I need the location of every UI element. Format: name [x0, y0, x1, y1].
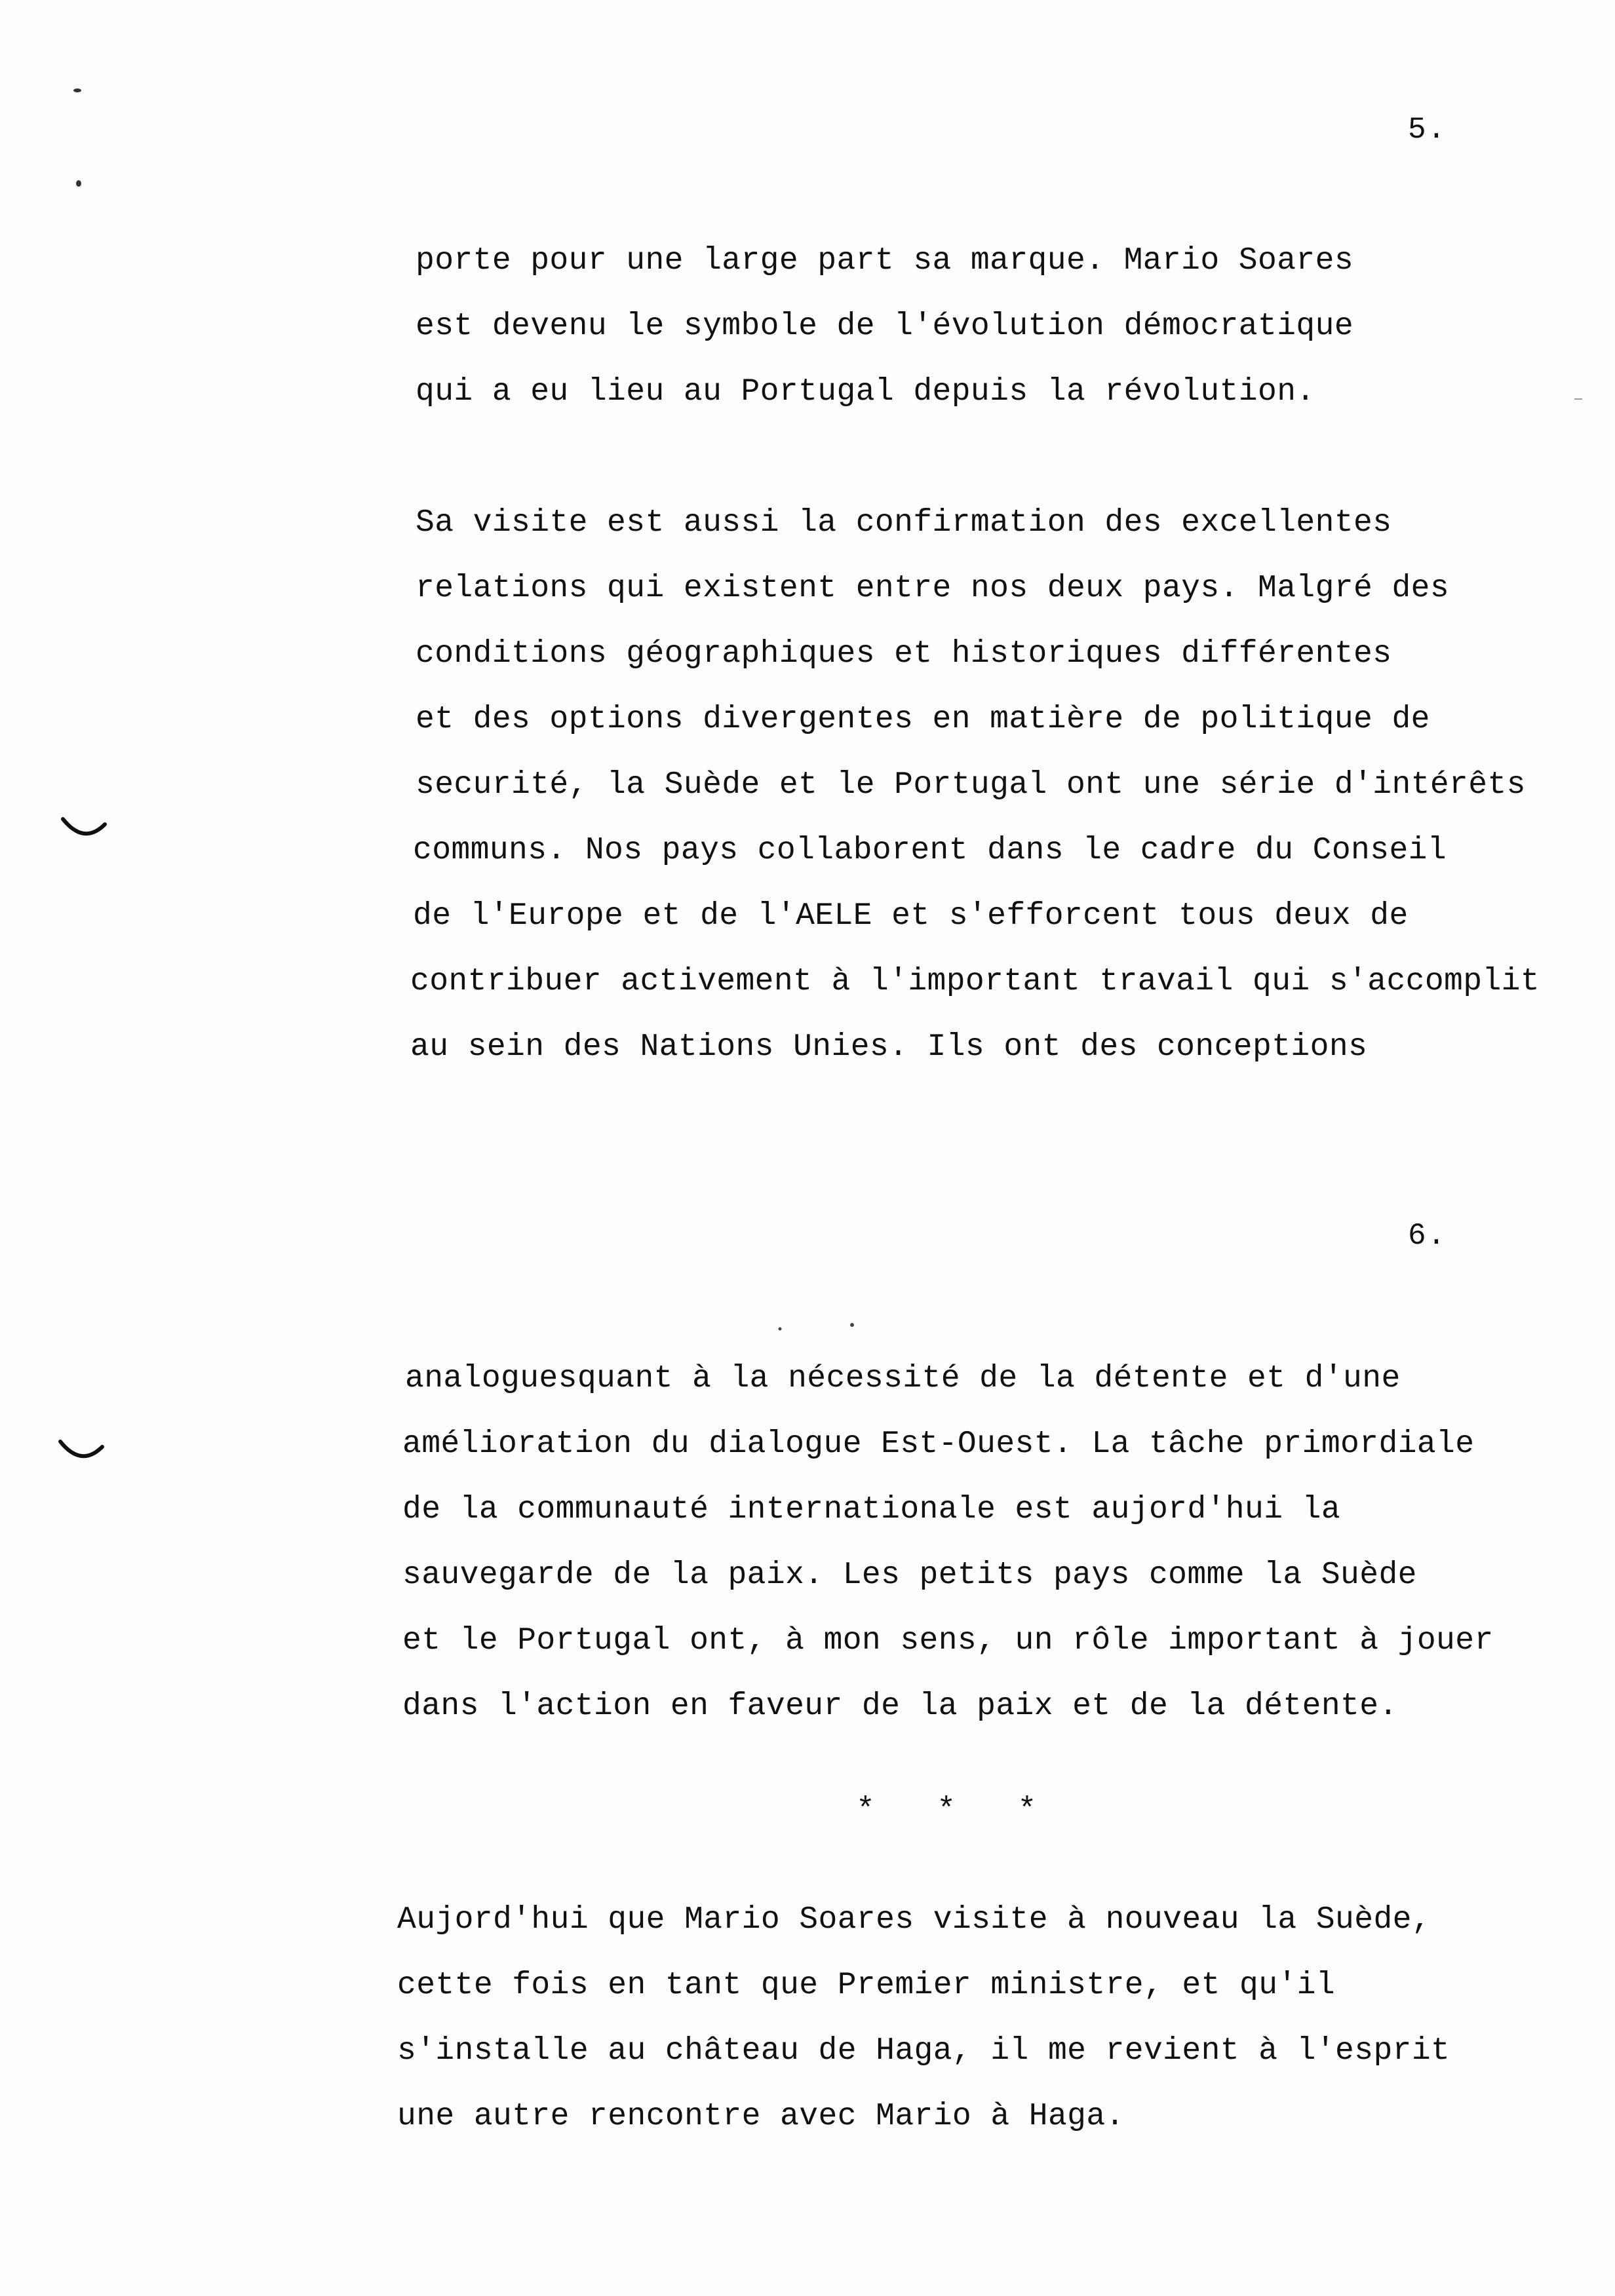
section-separator: * * *	[856, 1793, 1038, 1828]
text-line: conditions géographiques et historiques différentes	[416, 636, 1392, 672]
text-line: s'installe au château de Haga, il me revient à l'esprit	[397, 2033, 1450, 2069]
text-line: amélioration du dialogue Est-Ouest. La tâche primordiale	[402, 1426, 1475, 1462]
text-line: analoguesquant à la nécessité de la détente et d'une	[405, 1361, 1401, 1396]
text-line: et des options divergentes en matière de politique de	[416, 702, 1430, 737]
binding-hole-mark-upper	[58, 813, 110, 852]
text-line: sauvegarde de la paix. Les petits pays comme la Suède	[402, 1558, 1417, 1593]
text-line: une autre rencontre avec Mario à Haga.	[397, 2099, 1125, 2134]
text-line: securité, la Suède et le Portugal ont une série d'intérêts	[416, 767, 1526, 803]
text-line: de la communauté internationale est aujord'hui la	[402, 1492, 1341, 1527]
text-line: contribuer activement à l'important travail qui s'accomplit	[410, 964, 1540, 999]
scan-mark-dots-middle	[773, 1317, 865, 1337]
text-line: cette fois en tant que Premier ministre, et qu'il	[397, 1968, 1336, 2003]
text-line: et le Portugal ont, à mon sens, un rôle important à jouer	[402, 1623, 1494, 1658]
text-line: est devenu le symbole de l'évolution démocratique	[416, 309, 1354, 344]
text-line: communs. Nos pays collaborent dans le cadre du Conseil	[413, 833, 1447, 868]
binding-hole-mark-lower	[55, 1435, 107, 1474]
scan-mark-dot-second	[72, 177, 85, 190]
text-line: de l'Europe et de l'AELE et s'efforcent tous deux de	[413, 898, 1409, 934]
text-line: Sa visite est aussi la confirmation des excellentes	[416, 505, 1392, 541]
text-line: relations qui existent entre nos deux pays. Malgré des	[416, 571, 1450, 606]
page-number-6: 6.	[1408, 1219, 1447, 1253]
scan-mark-dot-top	[71, 84, 84, 97]
page-number-5: 5.	[1408, 113, 1447, 147]
scan-mark-dash-right	[1573, 396, 1586, 402]
text-line: au sein des Nations Unies. Ils ont des conceptions	[410, 1029, 1368, 1065]
text-line: porte pour une large part sa marque. Mario Soares	[416, 243, 1354, 278]
text-line: qui a eu lieu au Portugal depuis la révolution.	[416, 374, 1315, 410]
text-line: dans l'action en faveur de la paix et de la détente.	[402, 1689, 1398, 1724]
text-line: Aujord'hui que Mario Soares visite à nouveau la Suède,	[397, 1902, 1431, 1938]
